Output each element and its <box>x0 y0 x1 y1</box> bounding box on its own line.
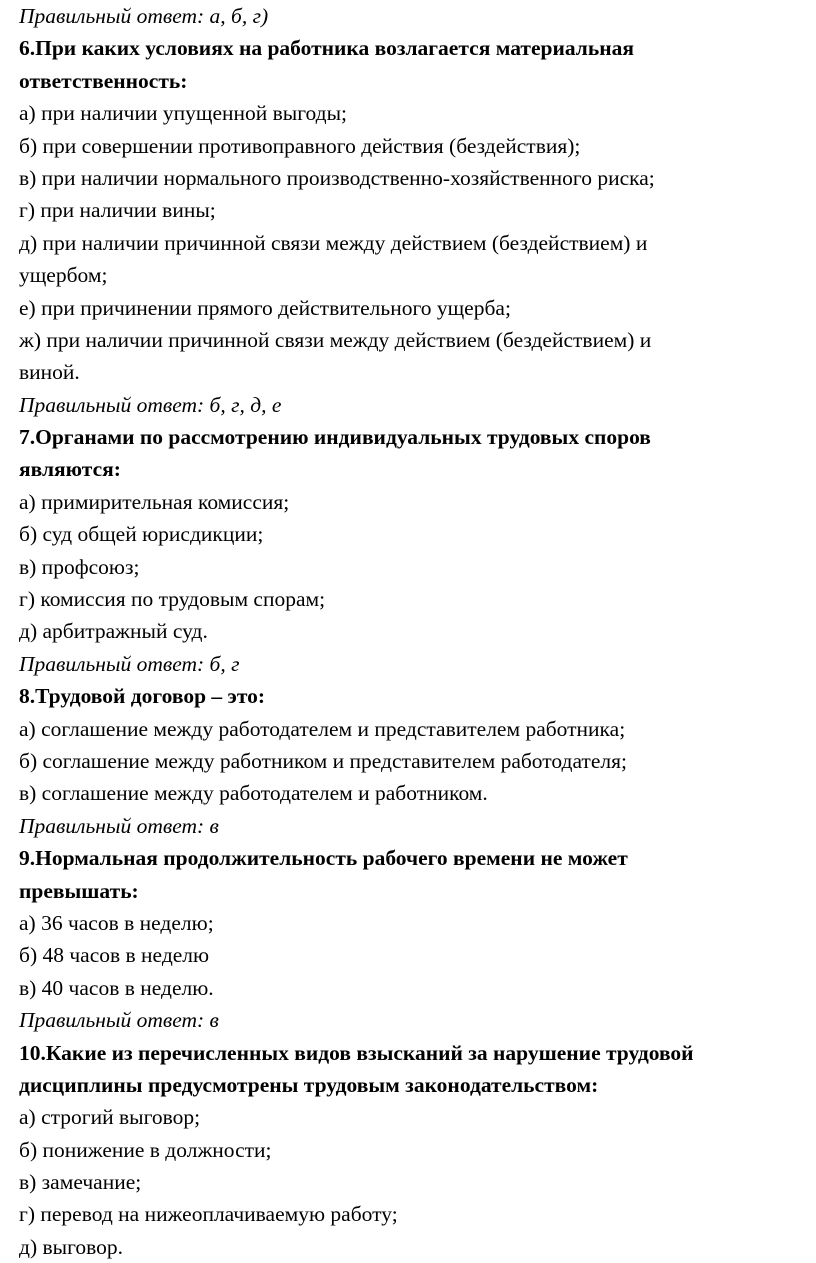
option-line: а) при наличии упущенной выгоды; <box>19 101 348 126</box>
question-6-line-2: ответственность: <box>19 68 188 93</box>
question-7-line-2: являются: <box>19 457 121 482</box>
option-line: д) выговор. <box>19 1234 123 1259</box>
answer-line: Правильный ответ: в <box>19 1008 219 1033</box>
answer-line: Правильный ответ: а, б, г) <box>19 4 269 28</box>
option-line: в) профсоюз; <box>19 554 140 579</box>
option-line: б) суд общей юрисдикции; <box>19 522 264 547</box>
option-line: б) соглашение между работником и представителем работодателя; <box>19 748 627 773</box>
option-line: виной. <box>19 360 80 385</box>
option-line: г) комиссия по трудовым спорам; <box>19 587 326 612</box>
answer-line: Правильный ответ: в <box>19 813 219 838</box>
option-line: а) строгий выговор; <box>19 1105 201 1130</box>
option-line: д) арбитражный суд. <box>19 619 208 644</box>
question-8-line-1: 8.Трудовой договор – это: <box>19 684 266 709</box>
question-9-line-1: 9.Нормальная продолжительность рабочего времени не может <box>19 846 628 871</box>
question-7-line-1: 7.Органами по рассмотрению индивидуальных трудовых споров <box>19 425 651 450</box>
option-line: г) перевод на нижеоплачиваемую работу; <box>19 1202 398 1227</box>
option-line: в) соглашение между работодателем и работником. <box>19 781 488 806</box>
option-line: б) при совершении противоправного действия (бездействия); <box>19 133 581 158</box>
option-line: г) при наличии вины; <box>19 198 216 223</box>
option-line: в) замечание; <box>19 1170 142 1195</box>
option-line: а) 36 часов в неделю; <box>19 910 214 935</box>
option-line: б) 48 часов в неделю <box>19 943 210 968</box>
answer-line: Правильный ответ: б, г <box>19 651 240 676</box>
option-line: д) при наличии причинной связи между действием (бездействием) и <box>19 230 648 255</box>
option-line: в) 40 часов в неделю. <box>19 975 214 1000</box>
question-6-line-1: 6.При каких условиях на работника возлагается материальная <box>19 36 634 61</box>
option-line: ущербом; <box>19 263 108 288</box>
question-10-line-2: дисциплины предусмотрены трудовым законодательством: <box>19 1072 599 1097</box>
option-line: ж) при наличии причинной связи между действием (бездействием) и <box>19 327 652 352</box>
option-line: е) при причинении прямого действительного ущерба; <box>19 295 511 320</box>
option-line: б) понижение в должности; <box>19 1137 272 1162</box>
answer-line: Правильный ответ: б, г, д, е <box>19 392 282 417</box>
document-page <box>19 0 809 1263</box>
option-line: а) соглашение между работодателем и представителем работника; <box>19 716 626 741</box>
option-line: в) при наличии нормального производственно-хозяйственного риска; <box>19 165 655 190</box>
question-10-line-1: 10.Какие из перечисленных видов взысканий за нарушение трудовой <box>19 1040 694 1065</box>
question-9-line-2: превышать: <box>19 878 139 903</box>
option-line: а) примирительная комиссия; <box>19 489 290 514</box>
